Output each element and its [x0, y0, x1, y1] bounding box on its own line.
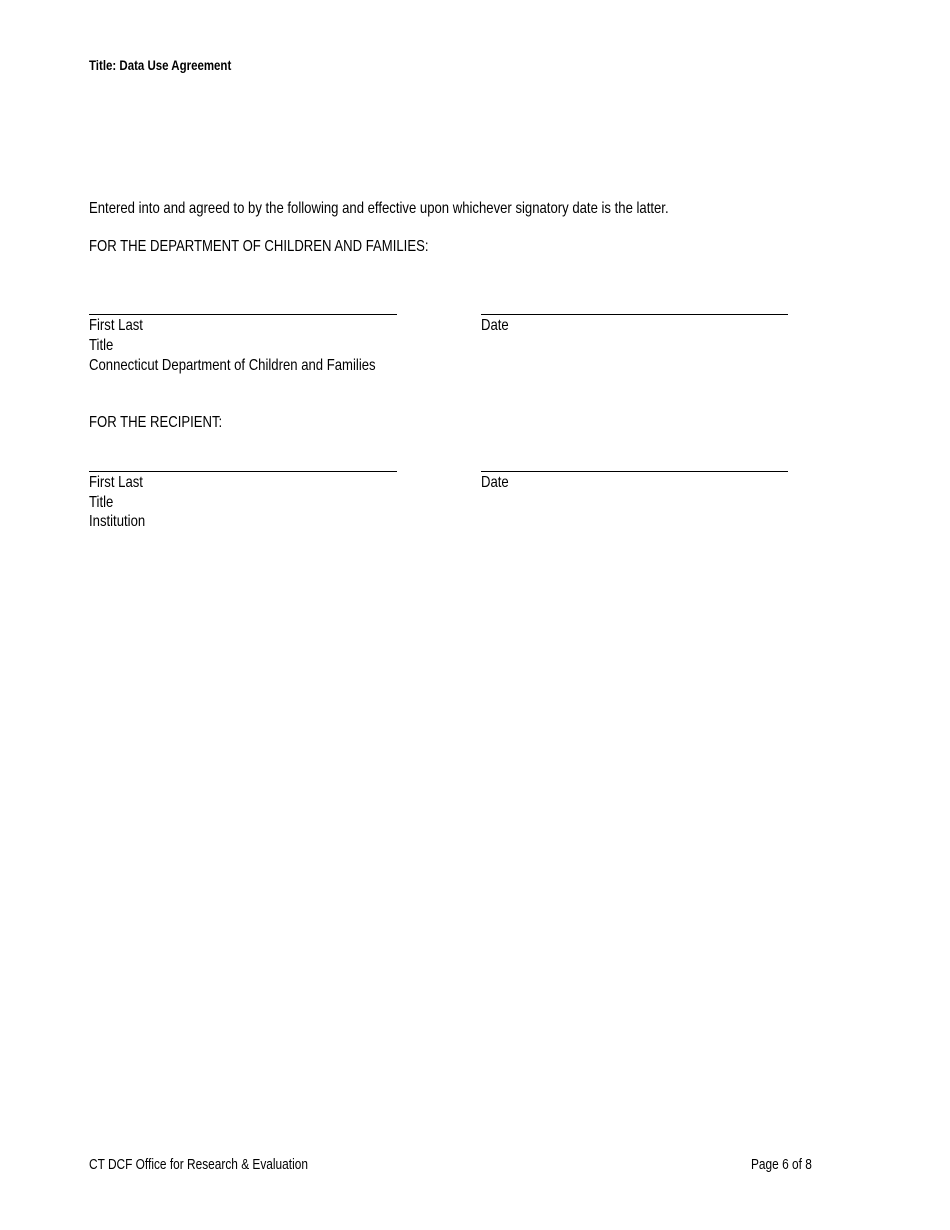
signatory-name-recipient: First Last — [89, 474, 143, 491]
section-heading-department: FOR THE DEPARTMENT OF CHILDREN AND FAMILIES: — [89, 238, 429, 255]
date-label-recipient: Date — [481, 474, 509, 491]
section-heading-recipient: FOR THE RECIPIENT: — [89, 414, 223, 431]
signatory-title-department: Title — [89, 337, 114, 354]
signatory-organization-recipient: Institution — [89, 513, 146, 530]
footer-page-number: Page 6 of 8 — [751, 1157, 812, 1173]
signature-line-department — [89, 314, 397, 315]
intro-paragraph: Entered into and agreed to by the following and effective upon whichever signatory date is the latter. — [89, 200, 669, 217]
signatory-organization-department: Connecticut Department of Children and Families — [89, 357, 376, 374]
footer-office: CT DCF Office for Research & Evaluation — [89, 1157, 308, 1173]
signatory-name-department: First Last — [89, 317, 143, 334]
signatory-title-recipient: Title — [89, 494, 114, 511]
date-label-department: Date — [481, 317, 509, 334]
document-title: Title: Data Use Agreement — [89, 57, 232, 73]
signature-line-recipient — [89, 471, 397, 472]
date-line-department — [481, 314, 788, 315]
date-line-recipient — [481, 471, 788, 472]
